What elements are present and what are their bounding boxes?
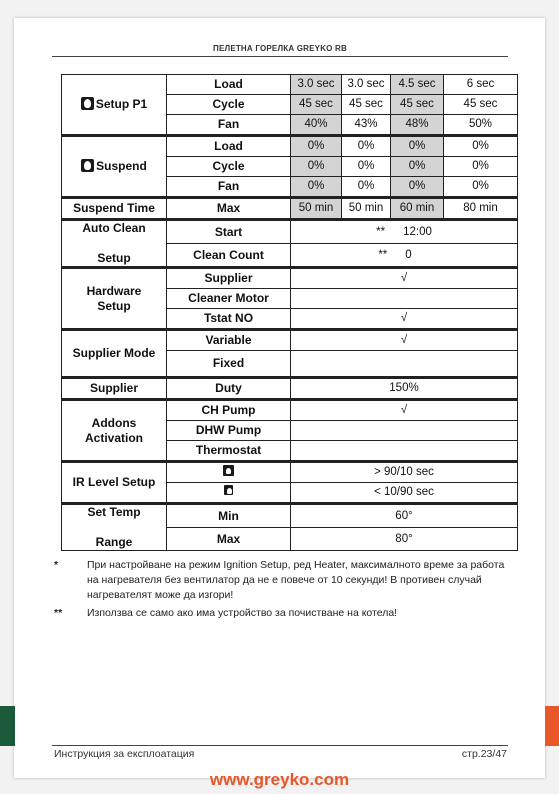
value-cell <box>291 351 518 378</box>
value-cell: √ <box>291 268 518 289</box>
value-cell: 0% <box>444 157 518 177</box>
footer-divider <box>52 745 508 746</box>
param-label: Fan <box>167 115 291 136</box>
value-cell: ** 0 <box>291 244 518 268</box>
param-label: Start <box>167 220 291 244</box>
group-supplier: Supplier <box>62 378 167 400</box>
value-cell: 80° <box>291 528 518 551</box>
param-label: Load <box>167 75 291 95</box>
table-row <box>62 400 518 421</box>
table-row <box>62 268 518 289</box>
value-cell: 45 sec <box>342 95 391 115</box>
param-label: Clean Count <box>167 244 291 268</box>
value-cell: 0% <box>391 157 444 177</box>
group-auto-clean: Auto Clean Setup <box>62 220 167 268</box>
green-edge-tab <box>0 706 15 746</box>
group-setup-p1: Setup P1 <box>62 75 167 136</box>
group-suspend-time: Suspend Time <box>62 198 167 220</box>
param-label: Load <box>167 136 291 157</box>
param-label: Cycle <box>167 95 291 115</box>
orange-edge-tab <box>545 706 559 746</box>
flame-icon <box>81 97 94 110</box>
value-cell: 0% <box>291 136 342 157</box>
footnote-text: При настройване на режим Ignition Setup, ред Heater, максималното време за работа на нагревателя без вентилатор да не е повече от 10 секунди! В противен случай нагревателят може да изгори! <box>87 559 505 602</box>
value-cell: < 10/90 sec <box>291 483 518 504</box>
param-label: Min <box>167 504 291 528</box>
value-cell: ** 12:00 <box>291 220 518 244</box>
value-cell: 6 sec <box>444 75 518 95</box>
value-cell <box>291 289 518 309</box>
value-cell <box>291 421 518 441</box>
table-row <box>62 136 518 157</box>
value-cell: 48% <box>391 115 444 136</box>
footer-manual-title: Инструкция за експлоатация <box>54 748 195 760</box>
param-label: Fan <box>167 177 291 198</box>
table-row <box>62 330 518 351</box>
value-cell: 60 min <box>391 198 444 220</box>
value-cell: √ <box>291 309 518 330</box>
website-link[interactable]: www.greyko.com <box>209 770 350 789</box>
group-addons-activation: Addons Activation <box>62 400 167 462</box>
param-label: Variable <box>167 330 291 351</box>
value-cell: 0% <box>342 136 391 157</box>
group-suspend: Suspend <box>62 136 167 198</box>
group-hardware-setup: Hardware Setup <box>62 268 167 330</box>
value-cell: 3.0 sec <box>291 75 342 95</box>
value-cell: 45 sec <box>291 95 342 115</box>
group-ir-level: IR Level Setup <box>62 462 167 504</box>
table-row <box>62 378 518 400</box>
value-cell: 60° <box>291 504 518 528</box>
value-cell: > 90/10 sec <box>291 462 518 483</box>
value-cell: 45 sec <box>444 95 518 115</box>
table-row <box>62 504 518 528</box>
value-cell: 4.5 sec <box>391 75 444 95</box>
param-label: DHW Pump <box>167 421 291 441</box>
param-label: Duty <box>167 378 291 400</box>
value-cell: 0% <box>291 157 342 177</box>
table-row <box>62 220 518 244</box>
value-cell <box>291 441 518 462</box>
table-row <box>62 198 518 220</box>
group-set-temp: Set Temp Range <box>62 504 167 551</box>
value-cell: 0% <box>391 136 444 157</box>
param-label: Tstat NO <box>167 309 291 330</box>
value-cell: 0% <box>444 136 518 157</box>
param-label: Max <box>167 198 291 220</box>
value-cell: 150% <box>291 378 518 400</box>
flame-icon <box>81 159 94 172</box>
footnote-mark: ** <box>54 606 63 619</box>
flame-on-icon <box>223 465 234 476</box>
value-cell: √ <box>291 400 518 421</box>
value-cell: 0% <box>444 177 518 198</box>
value-cell: 0% <box>391 177 444 198</box>
group-supplier-mode: Supplier Mode <box>62 330 167 378</box>
footnote <box>54 606 514 621</box>
param-label: Thermostat <box>167 441 291 462</box>
page-number: стр.23/47 <box>461 748 507 760</box>
param-label: Supplier <box>167 268 291 289</box>
value-cell: 40% <box>291 115 342 136</box>
page-header: ПЕЛЕТНА ГОРЕЛКА GREYKO RB <box>213 44 347 53</box>
value-cell: √ <box>291 330 518 351</box>
footnotes <box>54 558 514 623</box>
param-label: Max <box>167 528 291 551</box>
value-cell: 45 sec <box>391 95 444 115</box>
ir-icon-cell <box>167 462 291 483</box>
footnote-text: Използва се само ако има устройство за почистване на котела! <box>87 606 398 619</box>
footnote-mark: * <box>54 559 59 571</box>
value-cell: 80 min <box>444 198 518 220</box>
value-cell: 0% <box>342 177 391 198</box>
param-label: CH Pump <box>167 400 291 421</box>
table-row <box>62 75 518 95</box>
footnote <box>54 558 514 604</box>
param-label: Cleaner Motor <box>167 289 291 309</box>
param-label: Fixed <box>167 351 291 378</box>
value-cell: 50 min <box>342 198 391 220</box>
value-cell: 50 min <box>291 198 342 220</box>
table-row <box>62 462 518 483</box>
value-cell: 50% <box>444 115 518 136</box>
value-cell: 0% <box>291 177 342 198</box>
header-divider <box>52 56 508 57</box>
value-cell: 0% <box>342 157 391 177</box>
settings-table <box>61 74 518 551</box>
param-label: Cycle <box>167 157 291 177</box>
value-cell: 3.0 sec <box>342 75 391 95</box>
value-cell: 43% <box>342 115 391 136</box>
flame-off-icon <box>224 485 233 495</box>
ir-icon-cell <box>167 483 291 504</box>
